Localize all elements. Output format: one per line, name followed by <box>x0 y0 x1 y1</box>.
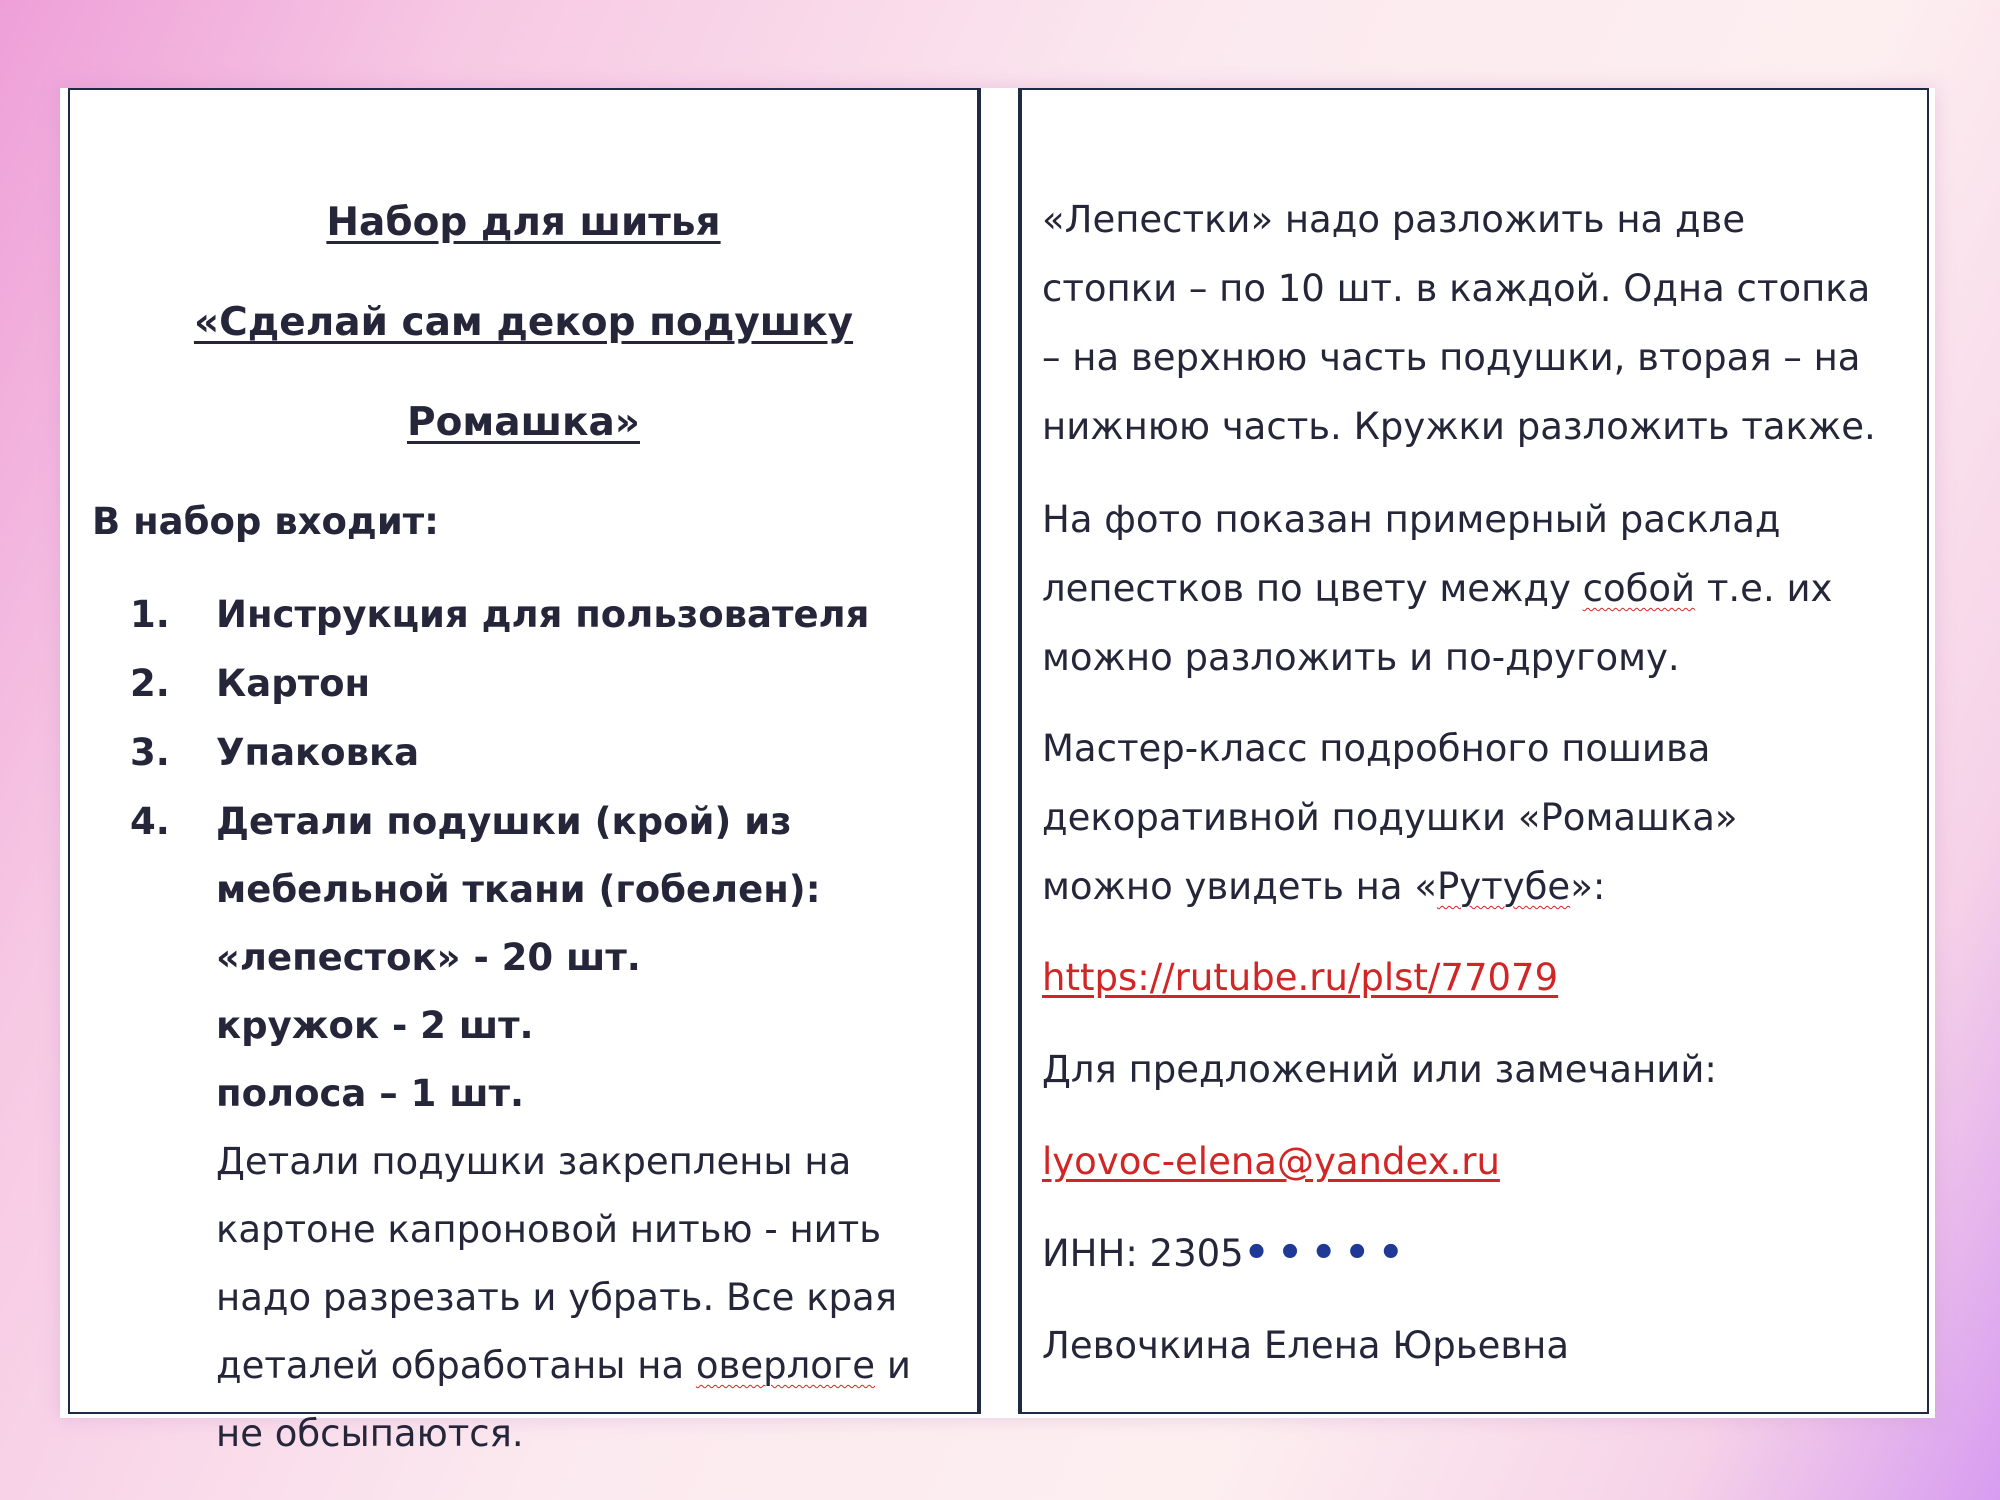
part-circle: кружок - 2 шт. <box>216 1004 534 1047</box>
inn-mask-dots: ••••• <box>1243 1230 1412 1276</box>
photo-note-line: лепестков по цвету между собой т.е. их <box>1042 567 1833 610</box>
email-link[interactable]: lyovoc-elena@yandex.ru <box>1042 1140 1500 1183</box>
list-item: 3. Упаковка <box>130 731 420 774</box>
layout-instruction-line: «Лепестки» надо разложить на две <box>1042 198 1746 241</box>
list-item: 4. Детали подушки (крой) из <box>130 800 792 843</box>
right-panel <box>1018 88 1929 1414</box>
left-panel <box>68 88 981 1455</box>
rutube-link-line <box>1042 943 1913 1012</box>
photo-note-line: можно разложить и по-другому. <box>1042 636 1680 679</box>
spellcheck-word: Рутубе <box>1436 865 1571 908</box>
masterclass-line: можно увидеть на «Рутубе»: <box>1042 865 1606 908</box>
list-item: 1. Инструкция для пользователя <box>130 593 870 636</box>
note-line: надо разрезать и убрать. Все края <box>216 1276 897 1319</box>
photo-note-line: На фото показан примерный расклад <box>1042 498 1781 541</box>
author-name: Левочкина Елена Юрьевна <box>1042 1324 1569 1367</box>
feedback-label: Для предложений или замечаний: <box>1042 1048 1717 1091</box>
masterclass-line: Мастер-класс подробного пошива <box>1042 727 1711 770</box>
kit-title-line2: «Сделай сам декор подушку <box>193 300 854 345</box>
layout-instruction-line: – на верхнюю часть подушки, вторая – на <box>1042 336 1861 379</box>
spellcheck-word: собой <box>1582 567 1696 610</box>
document-sheet <box>60 88 1935 1455</box>
part-strip: полоса – 1 шт. <box>216 1072 525 1115</box>
kit-title-line3: Ромашка» <box>407 400 640 445</box>
spellcheck-word: оверлоге <box>695 1344 876 1387</box>
note-line: деталей обработаны на оверлоге и <box>216 1344 911 1387</box>
masterclass-line: декоративной подушки «Ромашка» <box>1042 796 1738 839</box>
layout-instruction-line: нижнюю часть. Кружки разложить также. <box>1042 405 1876 448</box>
email-line <box>1042 1127 1913 1196</box>
list-item: 2. Картон <box>130 662 371 705</box>
includes-label: В набор входит: <box>92 500 439 543</box>
note-line: Детали подушки закреплены на <box>216 1140 852 1183</box>
item4-continuation: мебельной ткани (гобелен): <box>216 868 821 911</box>
kit-title: Набор для шитья <box>326 200 721 245</box>
rutube-link[interactable]: https://rutube.ru/plst/77079 <box>1042 956 1559 999</box>
note-line: не обсыпаются. <box>216 1412 524 1455</box>
inn-line: ИНН: 2305••••• <box>1042 1230 1412 1276</box>
contents-list <box>130 580 957 856</box>
layout-instruction-line: стопки – по 10 шт. в каждой. Одна стопка <box>1042 267 1871 310</box>
note-line: картоне капроновой нитью - нить <box>216 1208 882 1251</box>
part-petal: «лепесток» - 20 шт. <box>216 936 641 979</box>
